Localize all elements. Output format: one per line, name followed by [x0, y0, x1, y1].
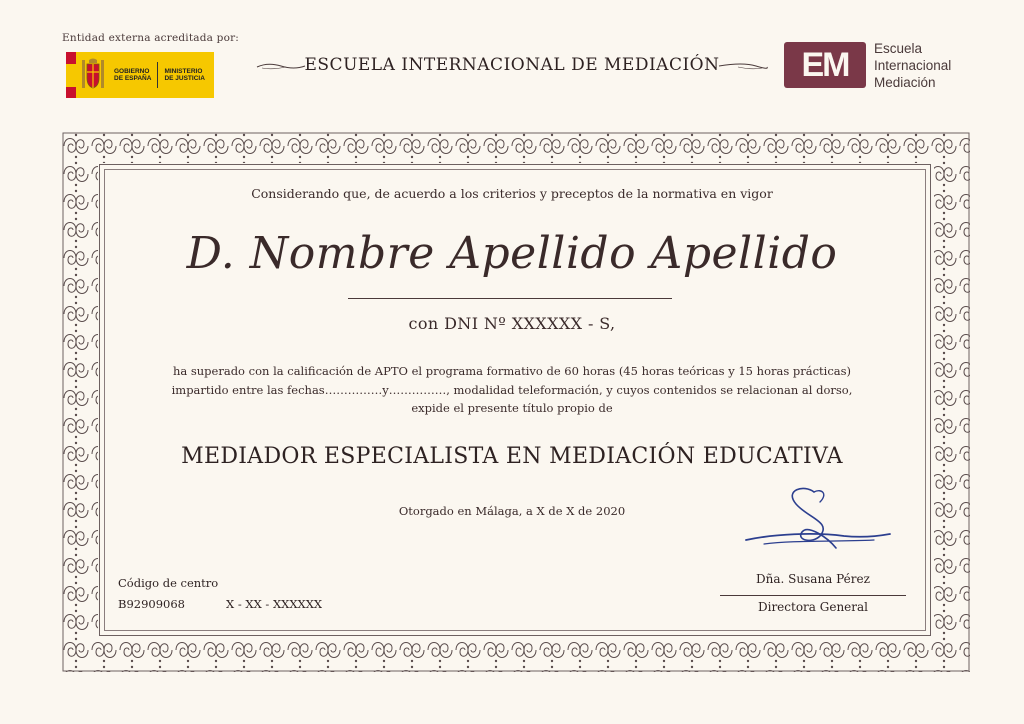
signer-name: Dña. Susana Pérez	[756, 572, 870, 586]
recipient-dni: con DNI Nº XXXXXX - S,	[408, 314, 616, 333]
em-logo-line: Escuela	[874, 41, 923, 56]
recipient-name: D. Nombre Apellido Apellido	[186, 228, 838, 279]
certificate-body	[0, 362, 1024, 418]
school-title: ESCUELA INTERNACIONAL DE MEDIACIÓN	[304, 55, 720, 75]
em-logo-mark: EM	[801, 45, 849, 84]
title-flourish-right-icon	[718, 60, 768, 72]
centre-code-value: B92909068	[118, 597, 185, 611]
signature-line	[720, 595, 906, 596]
signer-role: Directora General	[757, 600, 868, 614]
em-logo	[784, 42, 866, 88]
centre-reference: X - XX - XXXXXX	[226, 597, 323, 611]
body-line: impartido entre las fechas……………y……………, modalidad teleformación, y cuyos contenidos se relacionan al dorso,	[171, 382, 853, 397]
centre-code-label: Código de centro	[118, 576, 219, 590]
name-underline	[348, 298, 672, 299]
granted-date: Otorgado en Málaga, a X de X de 2020	[398, 504, 626, 518]
gov-logo-left-text: GOBIERNO DE ESPAÑA	[114, 68, 152, 82]
em-logo-line: Internacional	[874, 58, 952, 73]
body-line: ha superado con la calificación de APTO el programa formativo de 60 horas (45 horas teóricas y 15 horas prácticas)	[172, 364, 852, 378]
gov-logo-right-text: MINISTERIO DE JUSTICIA	[164, 68, 205, 82]
accreditation-label: Entidad externa acreditada por:	[62, 32, 240, 44]
considering-text: Considerando que, de acuerdo a los criterios y preceptos de la normativa en vigor	[251, 186, 773, 201]
em-logo-text	[874, 40, 951, 91]
body-line: expide el presente título propio de	[411, 401, 613, 415]
handwritten-signature	[744, 482, 894, 560]
degree-title: MEDIADOR ESPECIALISTA EN MEDIACIÓN EDUCATIVA	[181, 444, 843, 469]
em-logo-line: Mediación	[874, 75, 936, 90]
